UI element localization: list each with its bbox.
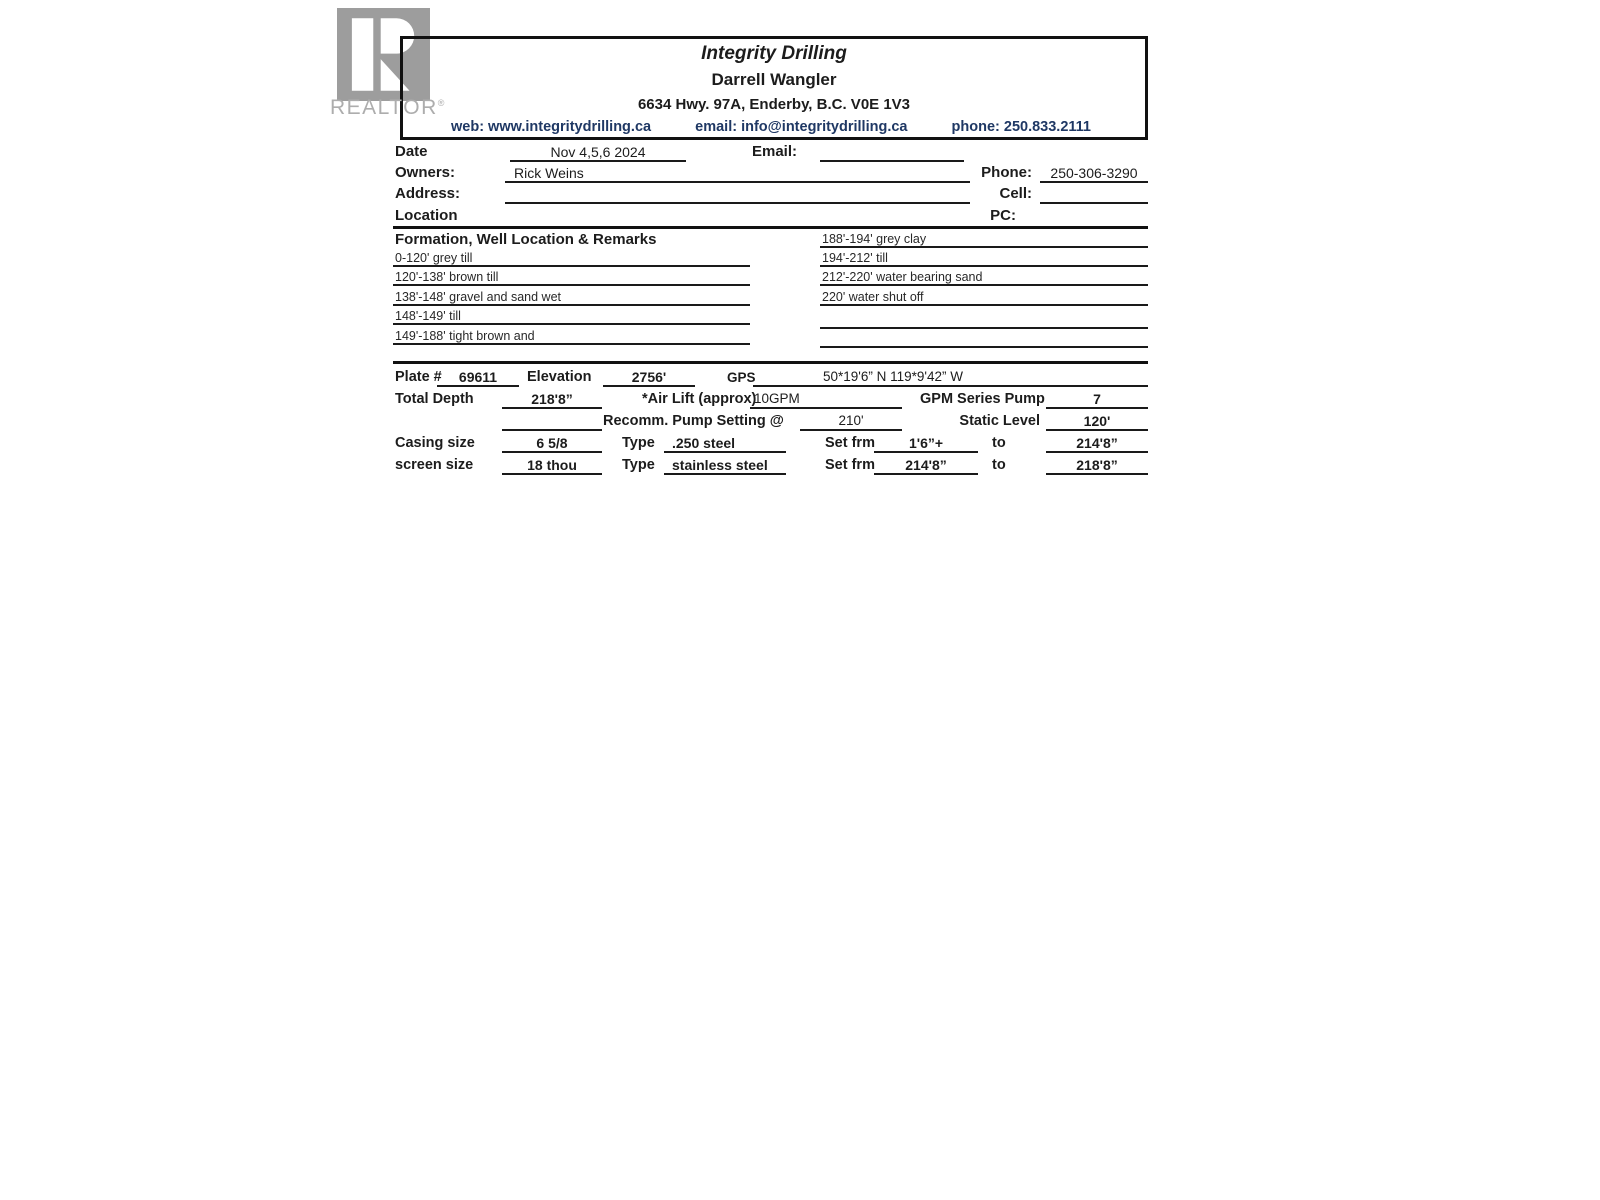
casing-set-field: 1'6”+ [874,434,978,453]
address-field [505,184,970,204]
casing-size-field: 6 5/8 [502,434,602,453]
formation-left-row: 149'-188' tight brown and [393,328,750,345]
gps-label: GPS [727,370,756,385]
realtor-wordmark: REALTOR® [330,96,445,119]
gpm-pump-label: GPM Series Pump [920,391,1045,407]
casing-set-label: Set frm [825,435,875,451]
screen-size-label: screen size [395,457,474,473]
screen-type-field: stainless steel [664,456,786,475]
address-label: Address: [395,185,461,202]
formation-right-row: 220' water shut off [820,289,1148,306]
location-label: Location [395,207,458,224]
recomm-pump-label: Recomm. Pump Setting @ [603,413,784,429]
formation-right-row [820,312,1148,329]
formation-right-row [820,331,1148,348]
formation-left-row: 120'-138' brown till [393,269,750,286]
pc-label: PC: [990,207,1016,224]
screen-size-field: 18 thou [502,456,602,475]
company-website: web: www.integritydrilling.ca [451,119,652,135]
formation-heading: Formation, Well Location & Remarks [395,231,657,248]
casing-type-label: Type [622,435,655,451]
casing-size-label: Casing size [395,435,475,451]
formation-left-row: 148'-149' till [393,308,750,325]
air-lift-field: 10GPM [750,390,902,409]
cell-field [1040,184,1148,204]
static-level-field: 120' [1046,412,1148,431]
screen-type-label: Type [622,457,655,473]
screen-set-label: Set frm [825,457,875,473]
screen-to-label: to [992,457,1006,473]
phone-label: Phone: [981,164,1032,181]
formation-right-row: 188'-194' grey clay [820,231,1148,248]
company-contact-line [403,119,1145,135]
company-email: email: info@integritydrilling.ca [695,119,908,135]
gps-field: 50*19'6” N 119*9'42” W [753,368,1148,387]
formation-left-row: 0-120' grey till [393,250,750,267]
formation-left-row: 138'-148' gravel and sand wet [393,289,750,306]
plate-field: 69611 [437,368,519,387]
phone-field: 250-306-3290 [1040,163,1148,183]
plate-label: Plate # [395,369,442,385]
casing-type-field: .250 steel [664,434,786,453]
email-label: Email: [752,143,798,160]
elevation-label: Elevation [527,369,592,385]
date-field: Nov 4,5,6 2024 [510,142,686,162]
blank-field [502,412,602,431]
gpm-pump-field: 7 [1046,390,1148,409]
static-level-label: Static Level [959,413,1040,429]
owners-label: Owners: [395,164,456,181]
screen-to-field: 218'8” [1046,456,1148,475]
section-divider [393,361,1148,364]
date-label: Date [395,143,428,160]
owners-field: Rick Weins [505,163,970,183]
formation-right-row: 194'-212' till [820,250,1148,267]
casing-to-field: 214'8” [1046,434,1148,453]
company-header-box [400,36,1148,140]
section-divider [393,226,1148,229]
formation-right-row: 212'-220' water bearing sand [820,269,1148,286]
screen-set-field: 214'8” [874,456,978,475]
email-field [820,142,964,162]
recomm-pump-field: 210' [800,412,902,431]
company-phone: phone: 250.833.2111 [951,119,1091,135]
company-address: 6634 Hwy. 97A, Enderby, B.C. V0E 1V3 [637,96,911,113]
elevation-field: 2756' [603,368,695,387]
air-lift-label: *Air Lift (approx) [642,391,757,407]
casing-to-label: to [992,435,1006,451]
total-depth-field: 218'8” [502,390,602,409]
registered-trademark-symbol: ® [437,98,445,108]
total-depth-label: Total Depth [395,391,474,407]
cell-label: Cell: [999,185,1032,202]
company-contact-person: Darrell Wangler [711,70,837,89]
company-name: Integrity Drilling [701,43,847,64]
